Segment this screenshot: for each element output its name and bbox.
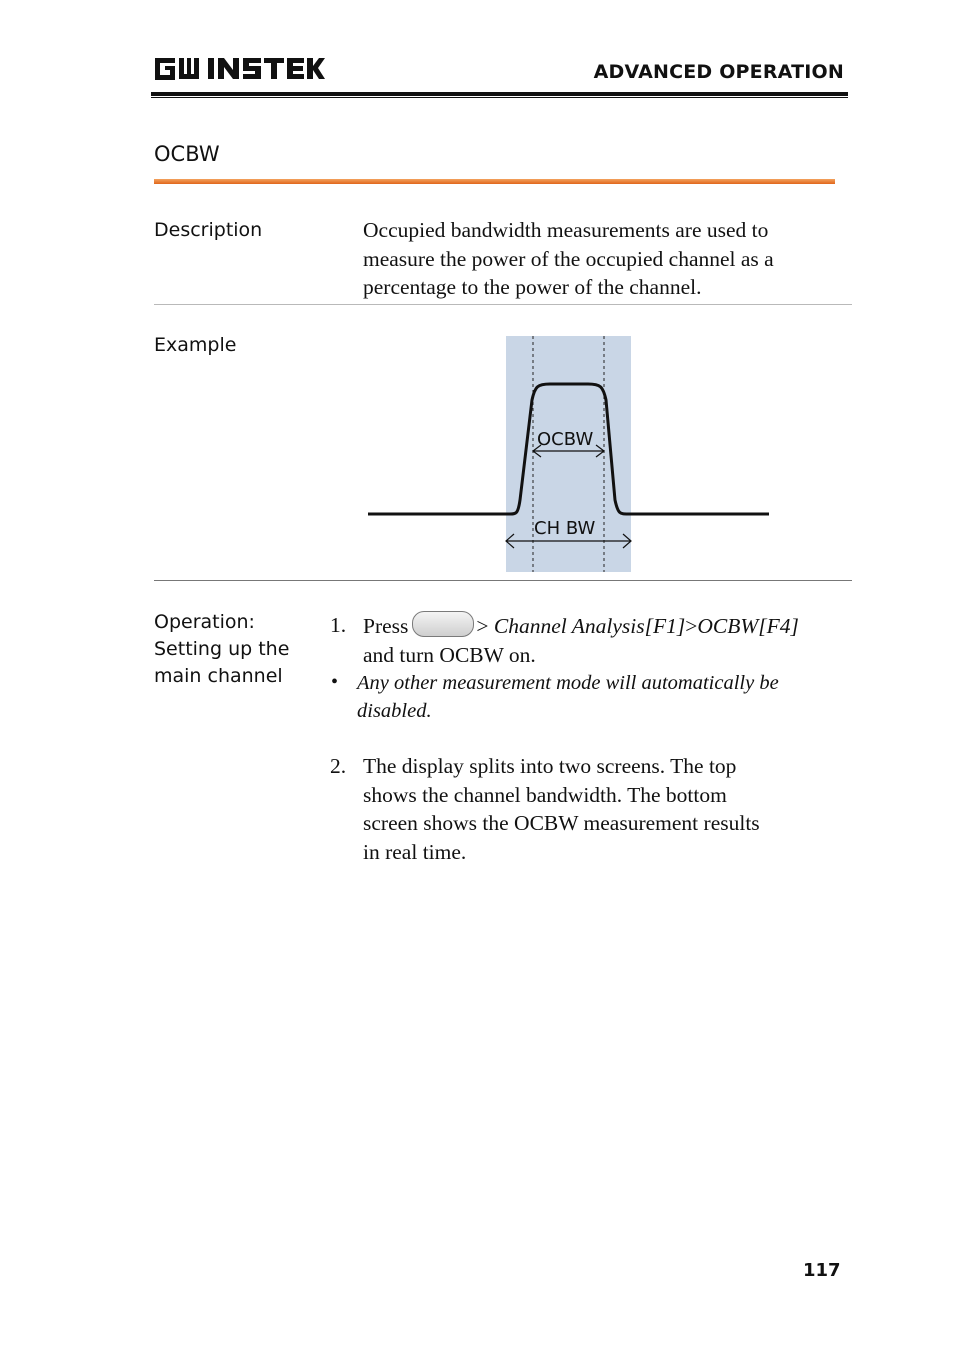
step-2-line: The display splits into two screens. The top (363, 754, 737, 778)
step-1-text (363, 611, 799, 669)
note-line: Any other measurement mode will automatically be (357, 672, 779, 694)
operation-label-line: main channel (154, 665, 283, 687)
note-bullet: • (331, 671, 339, 693)
menu-separator: > (685, 614, 698, 638)
measure-key-button[interactable] (412, 611, 474, 637)
menu-ocbw: OCBW[F4] (697, 614, 799, 638)
ocbw-diagram (360, 330, 780, 578)
title-underline (154, 179, 835, 184)
row-divider (154, 304, 852, 305)
note-text (357, 669, 779, 725)
section-header: ADVANCED OPERATION (593, 61, 844, 83)
operation-label (154, 609, 289, 690)
page-title: OCBW (154, 142, 220, 166)
step-1-number: 1. (330, 613, 347, 637)
step-2-number: 2. (330, 754, 347, 778)
row-divider (154, 580, 852, 581)
ocbw-label: OCBW (537, 429, 594, 450)
menu-separator: > (476, 614, 489, 638)
description-line: Occupied bandwidth measurements are used to (363, 218, 769, 242)
press-text: Press (363, 614, 409, 638)
step-2-line: shows the channel bandwidth. The bottom (363, 782, 727, 807)
menu-channel-analysis: Channel Analysis[F1] (493, 614, 686, 638)
description-text (363, 216, 774, 302)
header-rule (151, 92, 848, 96)
description-line: percentage to the power of the channel. (363, 275, 702, 299)
description-line: measure the power of the occupied channel as a (363, 246, 774, 271)
step-2-text (363, 752, 760, 866)
step-2-line: screen shows the OCBW measurement results (363, 811, 760, 835)
step-1-line2: and turn OCBW on. (363, 642, 536, 667)
operation-label-line: Operation: (154, 611, 255, 633)
gw-instek-logo (153, 54, 325, 84)
page-number: 117 (803, 1260, 841, 1281)
header-rule-thin (151, 97, 848, 98)
step-2-line: in real time. (363, 839, 467, 864)
note-line: disabled. (357, 700, 432, 722)
description-label: Description (154, 219, 263, 241)
example-label: Example (154, 334, 237, 356)
operation-label-line: Setting up the (154, 638, 290, 660)
chbw-label: CH BW (534, 518, 596, 539)
